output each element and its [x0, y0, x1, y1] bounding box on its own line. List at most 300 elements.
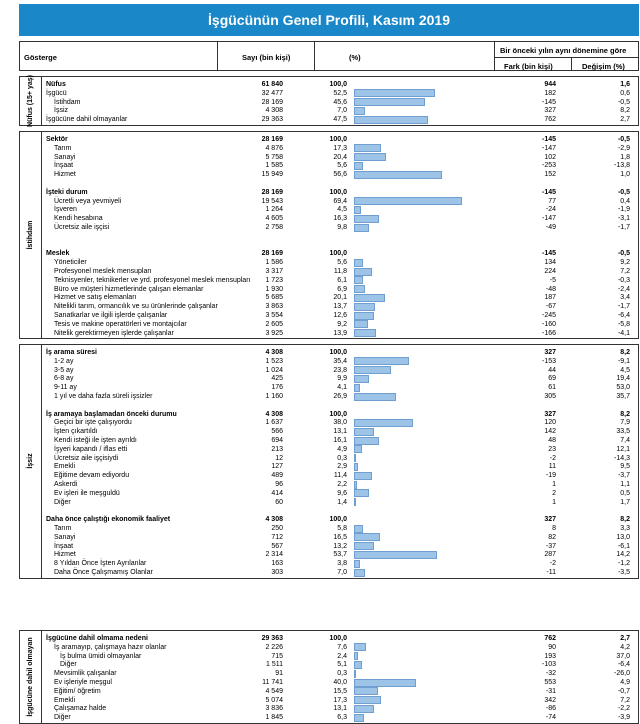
value-pct: 13,9 — [333, 329, 347, 337]
value-pct: 17,3 — [333, 144, 347, 152]
table-row — [20, 366, 638, 375]
value-degisim: -14,3 — [614, 454, 630, 462]
value-pct: 9,2 — [337, 320, 347, 328]
value-pct: 5,8 — [337, 525, 347, 532]
value-degisim: -6,1 — [617, 542, 630, 550]
row-label: İstihdam — [54, 98, 81, 106]
value-degisim: -0,5 — [617, 188, 630, 196]
side-label-text: İşsiz — [26, 453, 34, 469]
pct-bar — [354, 366, 391, 374]
value-fark: 1 — [552, 481, 556, 488]
value-fark: 305 — [544, 393, 556, 400]
value-fark: 2 — [552, 489, 556, 497]
value-fark: -2 — [549, 454, 556, 462]
value-pct: 16,1 — [333, 437, 347, 444]
row-label: Sanayi — [54, 533, 76, 541]
value-pct: 2,4 — [337, 652, 347, 660]
row-label: Geçici bir işte çalışıyordu — [54, 419, 132, 427]
pct-bar — [354, 705, 374, 713]
value-fark: 152 — [544, 171, 556, 179]
table-row — [20, 115, 638, 124]
value-degisim: -0,3 — [617, 276, 630, 284]
value-sayi: 32 477 — [261, 89, 283, 97]
table-header — [19, 41, 639, 71]
pct-bar — [354, 384, 360, 392]
row-label: 1 yıl ve daha fazla süreli işsizler — [54, 393, 153, 400]
pct-bar — [354, 107, 365, 115]
value-sayi: 1 160 — [265, 393, 283, 400]
table-row — [20, 357, 638, 366]
table-row — [20, 214, 638, 223]
value-sayi: 1 845 — [265, 714, 283, 722]
value-pct: 69,4 — [333, 197, 347, 205]
value-pct: 6,3 — [337, 714, 347, 722]
value-sayi: 2 314 — [265, 551, 283, 559]
value-degisim: -2,9 — [617, 144, 630, 152]
pct-bar — [354, 357, 409, 365]
table-row — [20, 302, 638, 311]
pct-bar — [354, 542, 374, 550]
value-degisim: 35,7 — [616, 393, 630, 400]
value-degisim: 0,4 — [620, 197, 630, 205]
row-label: İşyeri kapandı / iflas etti — [54, 445, 128, 453]
table-row — [20, 559, 638, 568]
value-degisim: 8,2 — [620, 349, 630, 356]
value-pct: 17,3 — [333, 696, 347, 704]
value-sayi: 60 — [275, 498, 283, 506]
value-sayi: 2 226 — [265, 643, 283, 651]
pct-bar — [354, 696, 381, 704]
section-header-row — [20, 135, 638, 144]
table-row — [20, 524, 638, 533]
row-label: Kendi isteği ile işten ayrıldı — [54, 437, 137, 444]
pct-bar — [354, 393, 396, 401]
table-row — [20, 89, 638, 98]
pct-bar — [354, 259, 363, 267]
header-onceki: Bir önceki yılın aynı dönemine göre — [500, 46, 627, 55]
value-sayi: 694 — [271, 437, 283, 444]
table-row — [20, 678, 638, 687]
value-degisim: -0,5 — [617, 98, 630, 106]
header-fark: Fark (bin kişi) — [504, 62, 553, 71]
value-pct: 100,0 — [329, 635, 347, 642]
value-sayi: 163 — [271, 560, 283, 568]
table-row — [20, 652, 638, 661]
table-row — [20, 427, 638, 436]
row-label: Ücretsiz aile işçisi — [54, 224, 110, 231]
value-sayi: 11 741 — [262, 679, 283, 686]
value-degisim: -0,5 — [617, 250, 630, 258]
value-degisim: -13,8 — [614, 162, 630, 170]
pct-bar — [354, 472, 372, 480]
table-row — [20, 205, 638, 214]
value-degisim: 37,0 — [616, 652, 630, 660]
value-pct: 20,1 — [333, 294, 347, 302]
value-pct: 11,8 — [333, 268, 347, 275]
pct-bar — [354, 533, 380, 541]
table-row — [20, 223, 638, 232]
table-row — [20, 320, 638, 329]
row-label: İşgücüne dahil olmayanlar — [46, 116, 128, 124]
table-row — [20, 713, 638, 722]
value-pct: 0,3 — [337, 454, 347, 462]
pct-bar — [354, 687, 378, 695]
value-pct: 35,4 — [333, 357, 347, 365]
pct-bar — [354, 643, 366, 651]
value-pct: 2,9 — [337, 463, 347, 471]
value-degisim: 4,2 — [620, 643, 630, 651]
value-sayi: 303 — [271, 569, 283, 576]
value-fark: 182 — [544, 89, 556, 97]
value-sayi: 1 637 — [265, 419, 283, 427]
row-label: İş aramayıp, çalışmaya hazır olanlar — [54, 643, 167, 651]
value-degisim: 4,9 — [620, 679, 630, 686]
value-degisim: -5,8 — [617, 320, 630, 328]
value-sayi: 4 308 — [265, 349, 283, 356]
value-fark: -245 — [541, 312, 556, 319]
value-degisim: 8,2 — [620, 107, 630, 115]
value-degisim: 53,0 — [616, 384, 630, 392]
row-label: İş bulma ümidi olmayanlar — [60, 652, 142, 660]
value-pct: 100,0 — [329, 250, 347, 258]
value-pct: 4,5 — [337, 206, 347, 214]
value-fark: 90 — [548, 643, 556, 651]
value-pct: 4,1 — [337, 384, 347, 392]
row-label: 9-11 ay — [54, 384, 77, 392]
table-row — [20, 669, 638, 678]
row-label: Mevsimlik çalışanlar — [54, 670, 117, 678]
value-sayi: 176 — [271, 384, 283, 392]
header-degisim: Değişim (%) — [582, 62, 625, 71]
table-row — [20, 144, 638, 153]
section-header-row — [20, 515, 638, 524]
value-sayi: 4 308 — [265, 107, 283, 115]
value-degisim: -0,7 — [617, 687, 630, 695]
pct-bar — [354, 268, 372, 276]
pct-bar — [354, 463, 358, 471]
table-row — [20, 106, 638, 115]
value-sayi: 2 605 — [265, 320, 283, 328]
table-row — [20, 293, 638, 302]
value-degisim: -3,9 — [617, 714, 630, 722]
pct-bar — [354, 652, 358, 660]
value-degisim: 1,6 — [620, 81, 630, 88]
pct-bar — [354, 294, 385, 302]
row-label: Eğitim/ öğretim — [54, 687, 101, 695]
value-sayi: 250 — [271, 525, 283, 532]
row-label: Yöneticiler — [54, 259, 87, 267]
value-pct: 12,6 — [333, 312, 347, 319]
value-pct: 23,8 — [333, 366, 347, 374]
value-pct: 53,7 — [333, 551, 347, 559]
value-fark: 327 — [544, 107, 556, 115]
value-pct: 0,3 — [337, 670, 347, 678]
value-sayi: 5 074 — [265, 696, 283, 704]
value-fark: -147 — [541, 215, 556, 223]
value-sayi: 1 523 — [265, 357, 283, 365]
value-fark: -19 — [545, 472, 556, 480]
value-sayi: 4 308 — [265, 516, 283, 524]
table-row — [20, 462, 638, 471]
row-label: İşsiz — [54, 107, 68, 115]
value-pct: 5,1 — [337, 661, 347, 669]
value-sayi: 712 — [271, 533, 283, 541]
pct-bar — [354, 162, 363, 170]
table-row — [20, 80, 638, 89]
table-row — [20, 374, 638, 383]
value-pct: 2,2 — [337, 481, 347, 488]
value-fark: 134 — [544, 259, 556, 267]
value-sayi: 4 549 — [265, 687, 283, 695]
value-fark: 48 — [548, 437, 556, 444]
row-label: Nitelikli tarım, ormancılık ve su ürünlerinde çalışanlar — [54, 303, 218, 311]
pct-bar — [354, 481, 357, 489]
row-label: Hizmet — [54, 171, 76, 179]
value-fark: -5 — [549, 276, 556, 284]
pct-bar — [354, 215, 379, 223]
value-pct: 52,5 — [333, 89, 347, 97]
value-sayi: 15 949 — [261, 171, 283, 179]
value-sayi: 29 363 — [261, 635, 283, 642]
value-fark: -145 — [541, 188, 556, 196]
row-label: 6-8 ay — [54, 375, 74, 383]
value-sayi: 3 554 — [265, 312, 283, 319]
value-degisim: -9,1 — [617, 357, 630, 365]
value-degisim: 0,6 — [620, 89, 630, 97]
value-degisim: 4,5 — [620, 366, 630, 374]
value-sayi: 5 685 — [265, 294, 283, 302]
row-label: Ev işleriyle meşgul — [54, 679, 112, 686]
section-header-row — [20, 249, 638, 258]
value-pct: 4,9 — [337, 445, 347, 453]
value-pct: 13,1 — [333, 705, 347, 713]
value-sayi: 2 758 — [265, 224, 283, 231]
value-fark: -37 — [545, 542, 556, 550]
section-header-row — [20, 188, 638, 197]
value-sayi: 12 — [275, 454, 283, 462]
value-sayi: 4 308 — [265, 410, 283, 418]
value-pct: 45,6 — [333, 98, 347, 106]
row-label: Büro ve müşteri hizmetlerinde çalışan elemanlar — [54, 285, 204, 293]
value-degisim: -1,2 — [617, 560, 630, 568]
row-label: Diğer — [54, 498, 71, 506]
value-sayi: 1 264 — [265, 206, 283, 214]
value-pct: 3,8 — [337, 560, 347, 568]
value-fark: -147 — [541, 144, 556, 152]
table-row — [20, 643, 638, 652]
row-label: Emekli — [54, 463, 76, 471]
value-pct: 20,4 — [333, 153, 347, 161]
value-sayi: 61 840 — [261, 81, 283, 88]
value-degisim: -1,7 — [617, 303, 630, 311]
pct-bar — [354, 197, 462, 205]
value-fark: -103 — [541, 661, 556, 669]
row-label: İnşaat — [54, 542, 74, 550]
value-sayi: 96 — [275, 481, 283, 488]
row-label: Diğer — [60, 661, 77, 669]
value-degisim: 1,7 — [620, 498, 630, 506]
value-pct: 38,0 — [333, 419, 347, 427]
value-fark: 23 — [548, 445, 556, 453]
row-label: Diğer — [54, 714, 71, 722]
table-row — [20, 418, 638, 427]
value-fark: 120 — [544, 419, 556, 427]
value-fark: -24 — [545, 206, 556, 214]
value-fark: -160 — [541, 320, 556, 328]
value-sayi: 1 024 — [265, 366, 283, 374]
value-degisim: 8,2 — [620, 410, 630, 418]
value-degisim: 7,9 — [620, 419, 630, 427]
value-fark: -49 — [545, 224, 556, 231]
value-pct: 9,9 — [337, 375, 347, 383]
value-degisim: 1,0 — [620, 171, 630, 179]
value-degisim: -3,7 — [617, 472, 630, 480]
side-label-text: İşgücüne dahil olmayan — [26, 637, 34, 717]
value-degisim: -3,5 — [617, 569, 630, 576]
value-pct: 26,9 — [333, 393, 347, 400]
side-label-text: Nüfus (15+ yaş) — [26, 75, 34, 127]
table-row — [20, 383, 638, 392]
value-pct: 7,0 — [337, 569, 347, 576]
table-row — [20, 267, 638, 276]
pct-bar — [354, 560, 360, 568]
value-pct: 9,6 — [337, 489, 347, 497]
value-pct: 15,5 — [333, 687, 347, 695]
table-row — [20, 471, 638, 480]
table-block — [19, 630, 639, 724]
value-sayi: 4 876 — [265, 144, 283, 152]
value-sayi: 1 930 — [265, 285, 283, 293]
value-pct: 100,0 — [329, 81, 347, 88]
row-label: Ücretsiz aile işçisiydi — [54, 454, 119, 462]
value-sayi: 5 758 — [265, 153, 283, 161]
table-row — [20, 542, 638, 551]
table-row — [20, 285, 638, 294]
pct-bar — [354, 144, 381, 152]
value-degisim: 13,0 — [616, 533, 630, 541]
table-row — [20, 276, 638, 285]
value-degisim: -0,5 — [617, 136, 630, 143]
table-row — [20, 170, 638, 179]
pct-bar — [354, 428, 374, 436]
table-row — [20, 436, 638, 445]
pct-bar — [354, 714, 364, 722]
value-pct: 40,0 — [333, 679, 347, 686]
pct-bar — [354, 224, 369, 232]
row-label: 3-5 ay — [54, 366, 74, 374]
table-row — [20, 161, 638, 170]
value-pct: 7,6 — [337, 643, 347, 651]
row-label: Teknisyenler, teknikerler ve yrd. profesyonel meslek mensupları — [54, 276, 251, 284]
row-label: İşveren — [54, 206, 77, 214]
value-degisim: -6,4 — [617, 661, 630, 669]
pct-bar — [354, 445, 362, 453]
value-sayi: 1 511 — [266, 661, 283, 669]
value-pct: 13,1 — [333, 428, 347, 436]
row-label: Emekli — [54, 696, 76, 704]
row-label: Nüfus — [46, 81, 66, 88]
value-degisim: 1,1 — [620, 481, 630, 488]
row-label: İş aramaya başlamadan önceki durumu — [46, 410, 177, 418]
pct-bar — [354, 329, 376, 337]
value-pct: 9,8 — [337, 224, 347, 231]
pct-bar — [354, 679, 416, 687]
row-label: Eğitime devam ediyordu — [54, 472, 130, 480]
value-fark: 187 — [544, 294, 556, 302]
value-fark: -32 — [545, 670, 556, 678]
value-sayi: 414 — [271, 489, 283, 497]
table-row — [20, 704, 638, 713]
table-row — [20, 696, 638, 705]
value-pct: 1,4 — [337, 498, 347, 506]
value-degisim: 7,4 — [620, 437, 630, 444]
pct-bar — [354, 419, 413, 427]
table-row — [20, 498, 638, 507]
table-block — [19, 131, 639, 339]
value-sayi: 3 836 — [265, 705, 283, 713]
pct-bar — [354, 498, 356, 506]
value-fark: 77 — [548, 197, 556, 205]
value-sayi: 3 863 — [265, 303, 283, 311]
value-fark: 762 — [544, 635, 556, 642]
value-fark: 193 — [544, 652, 556, 660]
pct-bar — [354, 312, 374, 320]
value-degisim: 3,3 — [620, 525, 630, 532]
value-degisim: 2,7 — [620, 116, 630, 124]
row-label: Ücretli veya yevmiyeli — [54, 197, 122, 205]
value-fark: 224 — [544, 268, 556, 275]
value-pct: 100,0 — [329, 410, 347, 418]
row-label: 1-2 ay — [54, 357, 74, 365]
page-title: İşgücünün Genel Profili, Kasım 2019 — [19, 4, 639, 36]
row-label: Hizmet — [54, 551, 76, 559]
value-sayi: 489 — [271, 472, 283, 480]
table-row — [20, 258, 638, 267]
value-degisim: -6,4 — [617, 312, 630, 319]
pct-bar — [354, 89, 435, 97]
value-fark: 61 — [548, 384, 556, 392]
table-row — [20, 687, 638, 696]
value-degisim: -2,2 — [617, 705, 630, 713]
value-sayi: 28 169 — [261, 98, 283, 106]
value-sayi: 29 363 — [261, 116, 283, 124]
row-label: Daha önce çalıştığı ekonomik faaliyet — [46, 516, 171, 524]
side-label-text: İstihdam — [26, 220, 34, 250]
row-label: Çalışamaz halde — [54, 705, 107, 713]
table-row — [20, 489, 638, 498]
value-fark: -11 — [546, 569, 556, 576]
value-fark: 1 — [552, 498, 556, 506]
pct-bar — [354, 206, 361, 214]
value-fark: -145 — [541, 98, 556, 106]
row-label: Sektör — [46, 136, 68, 143]
value-sayi: 1 585 — [265, 162, 283, 170]
table-row — [20, 445, 638, 454]
pct-bar — [354, 525, 363, 533]
value-sayi: 28 169 — [261, 188, 283, 196]
value-sayi: 213 — [271, 445, 283, 453]
pct-bar — [354, 171, 442, 179]
value-degisim: -4,1 — [617, 329, 630, 337]
pct-bar — [354, 569, 365, 577]
value-fark: 287 — [544, 551, 556, 559]
pct-bar — [354, 661, 362, 669]
table-row — [20, 98, 638, 107]
value-degisim: 9,2 — [620, 259, 630, 267]
row-label: Sanayi — [54, 153, 76, 161]
table-row — [20, 197, 638, 206]
value-sayi: 3 925 — [265, 329, 283, 337]
